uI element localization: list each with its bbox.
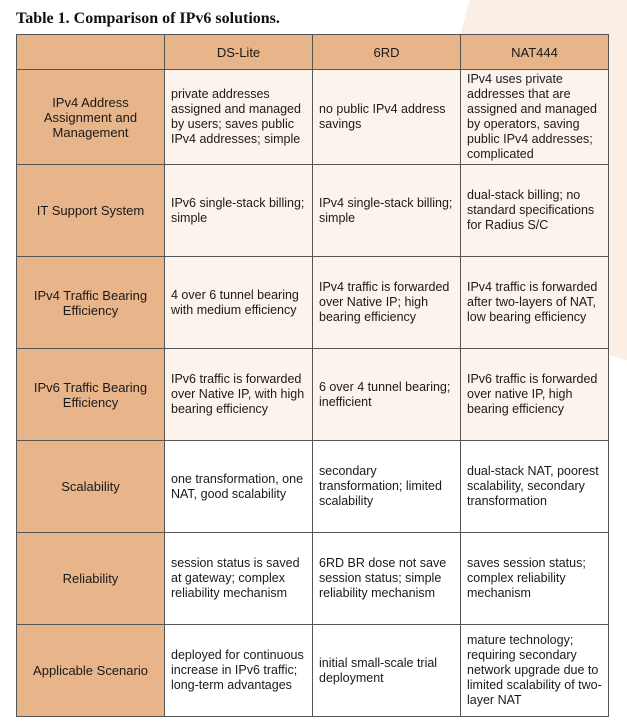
cell-6rd: IPv4 traffic is forwarded over Native IP; high bearing efficiency bbox=[313, 257, 461, 349]
cell-ds-lite: IPv6 single-stack billing; simple bbox=[165, 165, 313, 257]
table-caption: Table 1. Comparison of IPv6 solutions. bbox=[16, 10, 280, 27]
cell-ds-lite: deployed for continuous increase in IPv6 traffic; long-term advantages bbox=[165, 625, 313, 717]
table-header-row bbox=[17, 35, 609, 70]
cell-nat444: mature technology; requiring secondary network upgrade due to limited scalability of two-layer NAT bbox=[461, 625, 609, 717]
table-row bbox=[17, 441, 609, 533]
row-label: IT Support System bbox=[17, 165, 165, 257]
row-label: IPv6 Traffic Bearing Efficiency bbox=[17, 349, 165, 441]
cell-6rd: 6 over 4 tunnel bearing; inefficient bbox=[313, 349, 461, 441]
cell-nat444: IPv4 traffic is forwarded after two-layers of NAT, low bearing efficiency bbox=[461, 257, 609, 349]
row-label: IPv4 Traffic Bearing Efficiency bbox=[17, 257, 165, 349]
table-row bbox=[17, 257, 609, 349]
row-label: Reliability bbox=[17, 533, 165, 625]
header-ds-lite: DS-Lite bbox=[165, 35, 313, 70]
table-row bbox=[17, 533, 609, 625]
table-row bbox=[17, 349, 609, 441]
header-nat444: NAT444 bbox=[461, 35, 609, 70]
cell-nat444: dual-stack billing; no standard specifications for Radius S/C bbox=[461, 165, 609, 257]
cell-ds-lite: private addresses assigned and managed by users; saves public IPv4 addresses; simple bbox=[165, 70, 313, 165]
row-label: Applicable Scenario bbox=[17, 625, 165, 717]
cell-nat444: dual-stack NAT, poorest scalability, secondary transformation bbox=[461, 441, 609, 533]
cell-ds-lite: one transformation, one NAT, good scalability bbox=[165, 441, 313, 533]
row-label: IPv4 Address Assignment and Management bbox=[17, 70, 165, 165]
table-row bbox=[17, 70, 609, 165]
cell-ds-lite: 4 over 6 tunnel bearing with medium efficiency bbox=[165, 257, 313, 349]
cell-6rd: 6RD BR dose not save session status; simple reliability mechanism bbox=[313, 533, 461, 625]
table-row bbox=[17, 165, 609, 257]
cell-6rd: initial small-scale trial deployment bbox=[313, 625, 461, 717]
cell-nat444: IPv6 traffic is forwarded over native IP, high bearing efficiency bbox=[461, 349, 609, 441]
comparison-table bbox=[16, 34, 609, 717]
cell-ds-lite: session status is saved at gateway; complex reliability mechanism bbox=[165, 533, 313, 625]
header-corner-cell bbox=[17, 35, 165, 70]
cell-nat444: IPv4 uses private addresses that are assigned and managed by operators, saving public IPv4 addresses; complicated bbox=[461, 70, 609, 165]
cell-nat444: saves session status; complex reliability mechanism bbox=[461, 533, 609, 625]
cell-6rd: no public IPv4 address savings bbox=[313, 70, 461, 165]
cell-6rd: secondary transformation; limited scalability bbox=[313, 441, 461, 533]
cell-6rd: IPv4 single-stack billing; simple bbox=[313, 165, 461, 257]
cell-ds-lite: IPv6 traffic is forwarded over Native IP, with high bearing efficiency bbox=[165, 349, 313, 441]
table-row bbox=[17, 625, 609, 717]
header-6rd: 6RD bbox=[313, 35, 461, 70]
row-label: Scalability bbox=[17, 441, 165, 533]
